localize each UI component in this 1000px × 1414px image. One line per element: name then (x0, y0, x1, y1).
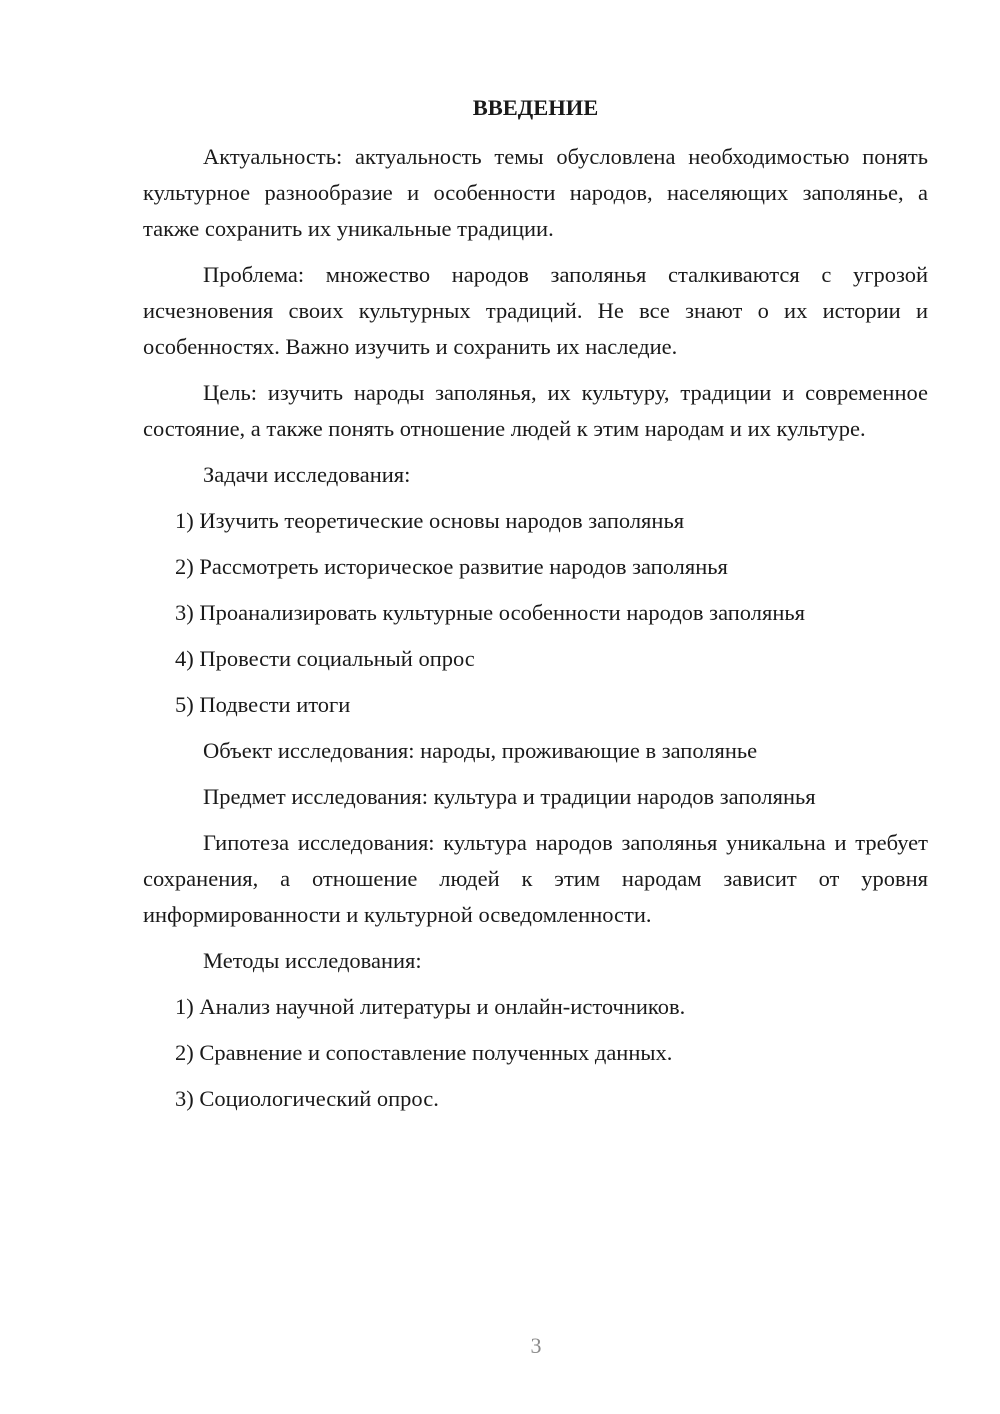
research-subject: Предмет исследования: культура и традиции народов заполянья (203, 784, 816, 809)
method-item-3: 3) Социологический опрос. (175, 1086, 439, 1111)
tasks-heading: Задачи исследования: (203, 462, 411, 487)
hypothesis-paragraph: Гипотеза исследования: культура народов заполянья уникальна и требует сохранения, а отношение людей к этим народам зависит от уровня информированности и культурной осведомленности. (143, 830, 928, 927)
task-item-5: 5) Подвести итоги (175, 692, 351, 717)
goal-paragraph: Цель: изучить народы заполянья, их культуру, традиции и современное состояние, а также понять отношение людей к этим народам и их культуре. (143, 380, 928, 441)
document-body (143, 90, 928, 1127)
task-item-1: 1) Изучить теоретические основы народов заполянья (175, 508, 685, 533)
methods-heading: Методы исследования: (203, 948, 422, 973)
section-title: ВВЕДЕНИЕ (472, 95, 599, 120)
method-item-2: 2) Сравнение и сопоставление полученных данных. (175, 1040, 673, 1065)
task-item-4: 4) Провести социальный опрос (175, 646, 475, 671)
relevance-paragraph: Актуальность: актуальность темы обусловлена необходимостью понять культурное разнообразие и особенности народов, населяющих заполянье, а также сохранить их уникальные традиции. (143, 144, 928, 241)
page-number: 3 (530, 1333, 542, 1358)
problem-paragraph: Проблема: множество народов заполянья сталкиваются с угрозой исчезновения своих культурных традиций. Не все знают о их истории и особенностях. Важно изучить и сохранить их наследие. (143, 262, 928, 359)
task-item-2: 2) Рассмотреть историческое развитие народов заполянья (175, 554, 728, 579)
method-item-1: 1) Анализ научной литературы и онлайн-источников. (175, 994, 686, 1019)
research-object: Объект исследования: народы, проживающие в заполянье (203, 738, 758, 763)
task-item-3: 3) Проанализировать культурные особенности народов заполянья (175, 600, 805, 625)
